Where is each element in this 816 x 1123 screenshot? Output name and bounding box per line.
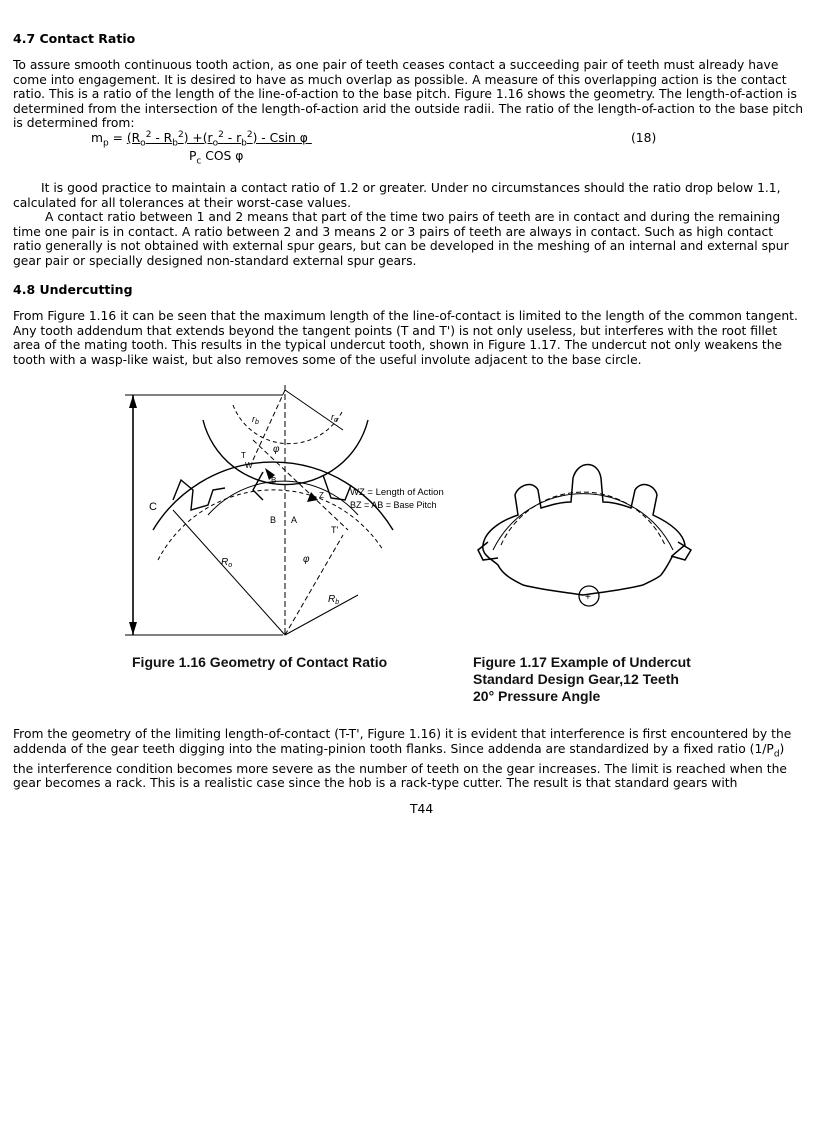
label-rb-small: $r_b$ — [252, 414, 259, 426]
paragraph-ratio-meaning: A contact ratio between 1 and 2 means that part of the time two pairs of teeth are in contact and during the remaining time one pair is in contact. A ratio between 2 and 3 means 2 or 3 pairs of teeth are always in contact. Such as high contact ratio generally is not obtained with external spur gears, but can be developed in the meshing of an internal and external spur gear pair or specially designed non-standard external spur gears. — [13, 210, 789, 268]
equation-contact-ratio: $m_p = (R_o^2 - R_b^2) +(r_o^2 - r_b^2) - Csin$ φ — [91, 130, 308, 149]
caption-figure-117 — [473, 654, 691, 705]
label-b-lower: B — [270, 515, 277, 525]
label-c: C — [149, 501, 157, 513]
label-t-prime: T' — [331, 525, 339, 535]
caption-figure-116: Figure 1.16 Geometry of Contact Ratio — [132, 654, 388, 670]
legend-base-pitch: BZ = AB = Base Pitch — [350, 500, 437, 510]
legend-length-of-action: WZ = Length of Action — [350, 487, 444, 498]
gear-tooth-profile — [483, 465, 685, 576]
label-phi-top: φ — [273, 444, 280, 455]
equation-denominator: $P_c$ COS φ — [189, 149, 244, 167]
label-w: W — [245, 461, 253, 470]
label-rb-large: $R_b$ — [328, 594, 340, 606]
caption-figure-117-line2: Standard Design Gear,12 Teeth — [473, 671, 679, 687]
paragraph-good-practice: It is good practice to maintain a contact ratio of 1.2 or greater. Under no circumstances should the ratio drop below 1.1, calculated for all tolerances at their worst-case values. — [13, 181, 781, 210]
label-z: Z — [319, 491, 324, 500]
caption-figure-117-line3: 20° Pressure Angle — [473, 688, 601, 704]
figure-geometry-contact-ratio — [113, 380, 473, 660]
label-ro-large: $R_o$ — [221, 557, 233, 569]
label-a: A — [291, 515, 298, 525]
line-of-action — [253, 440, 348, 530]
figure-undercut-gear — [463, 450, 703, 640]
label-ro-small: $r_o$ — [331, 412, 338, 424]
caption-figure-117-line1: Figure 1.17 Example of Undercut — [473, 654, 691, 670]
paragraph-undercutting-intro: From Figure 1.16 it can be seen that the maximum length of the line-of-contact is limited to the length of the common tangent. Any tooth addendum that extends beyond the tangent points (T and T') is not only useless, but interferes with the root fillet area of the mating tooth. This results in the typical undercut tooth, shown in Figure 1.17. The undercut not only weakens the tooth with a wasp-like waist, but also removes some of the useful involute adjacent to the base circle. — [13, 309, 798, 367]
paragraph-interference: From the geometry of the limiting length-of-contact (T-T', Figure 1.16) it is evident that interference is first encountered by the addenda of the gear teeth digging into the mating-pinion tooth flanks. Since addenda are standardized by a fixed ratio $(1/P_d)$ the interference condition becomes more severe as the number of teeth on the gear increases. The limit is reached when the gear becomes a rack. This is a realistic case since the hob is a rack-type cutter. The result is that standard gears with — [13, 727, 792, 791]
label-phi-lower: φ — [303, 554, 310, 565]
paragraph-contact-ratio-intro: To assure smooth continuous tooth action, as one pair of teeth ceases contact a succeeding pair of teeth must already have come into engagement. It is desired to have as much overlap as possible. A measure of this overlapping action is the contact ratio. This is a ratio of the length of the line-of-action to the base pitch. Figure 1.16 shows the geometry. The length-of-action is determined from the intersection of the length-of-action arid the outside radii. The ratio of the length-of-action to the base pitch is determined from: — [13, 58, 804, 131]
section-heading-contact-ratio: 4.7 Contact Ratio — [13, 31, 136, 46]
center-mark: + — [585, 592, 591, 603]
label-b-top: B — [271, 476, 277, 485]
equation-number: (18) — [631, 131, 657, 145]
section-heading-undercutting: 4.8 Undercutting — [13, 282, 133, 297]
page-number: T44 — [410, 802, 434, 816]
label-t: T — [241, 451, 246, 460]
